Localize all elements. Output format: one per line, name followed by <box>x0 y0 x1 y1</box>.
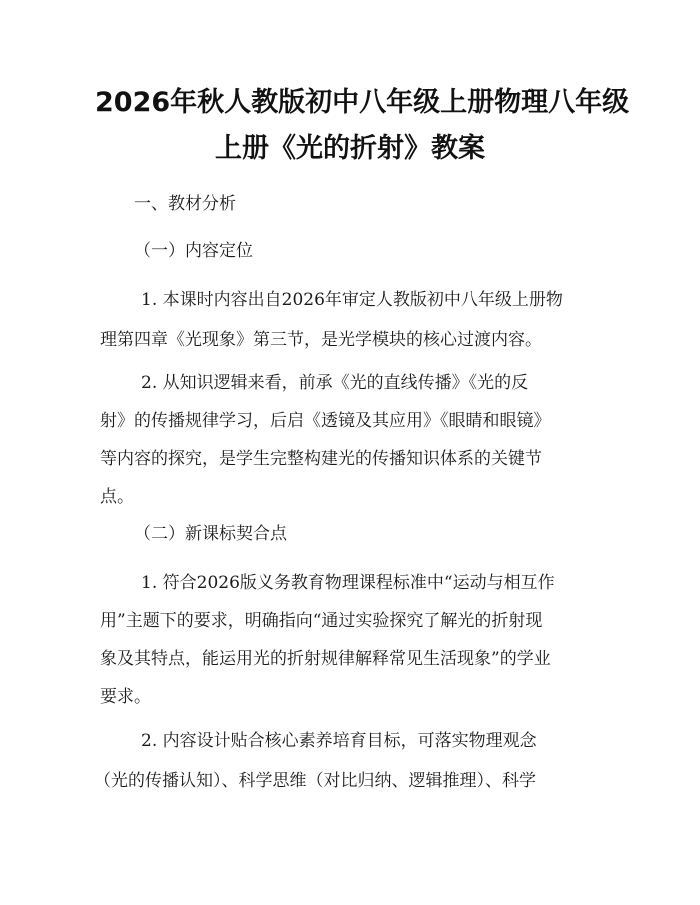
paragraph-3-line-3: 象及其特点，能运用光的折射规律解释常见生活现象”的学业 <box>100 649 551 669</box>
paragraph-1-line-2: 理第四章《光现象》第三节，是光学模块的核心过渡内容。 <box>100 330 542 350</box>
paragraph-4-line-2: （光的传播认知）、科学思维（对比归纳、逻辑推理）、科学 <box>94 771 536 791</box>
paragraph-2-line-2: 射》的传播规律学习，后启《透镜及其应用》《眼睛和眼镜》 <box>100 411 551 431</box>
section-heading-textbook-analysis: 一、教材分析 <box>134 194 236 214</box>
paragraph-2-line-3: 等内容的探究，是学生完整构建光的传播知识体系的关键节 <box>100 449 542 469</box>
document-title-line-1: 2026年秋人教版初中八年级上册物理八年级 <box>95 87 630 118</box>
subsection-heading-content-positioning: （一）内容定位 <box>134 241 253 261</box>
subsection-heading-curriculum-standards: （二）新课标契合点 <box>134 524 287 544</box>
paragraph-4-line-1: 2. 内容设计贴合核心素养培育目标，可落实物理观念 <box>141 731 537 751</box>
paragraph-2-line-1: 2. 从知识逻辑来看，前承《光的直线传播》《光的反 <box>141 373 529 393</box>
paragraph-2-line-4: 点。 <box>100 487 134 507</box>
paragraph-1-line-1: 1. 本课时内容出自2026年审定人教版初中八年级上册物 <box>141 290 563 310</box>
paragraph-3-line-1: 1. 符合2026版义务教育物理课程标准中“运动与相互作 <box>141 573 555 593</box>
paragraph-3-line-4: 要求。 <box>100 687 151 707</box>
document-title-line-2: 上册《光的折射》教案 <box>215 133 485 164</box>
paragraph-3-line-2: 用”主题下的要求，明确指向“通过实验探究了解光的折射现 <box>100 611 543 631</box>
